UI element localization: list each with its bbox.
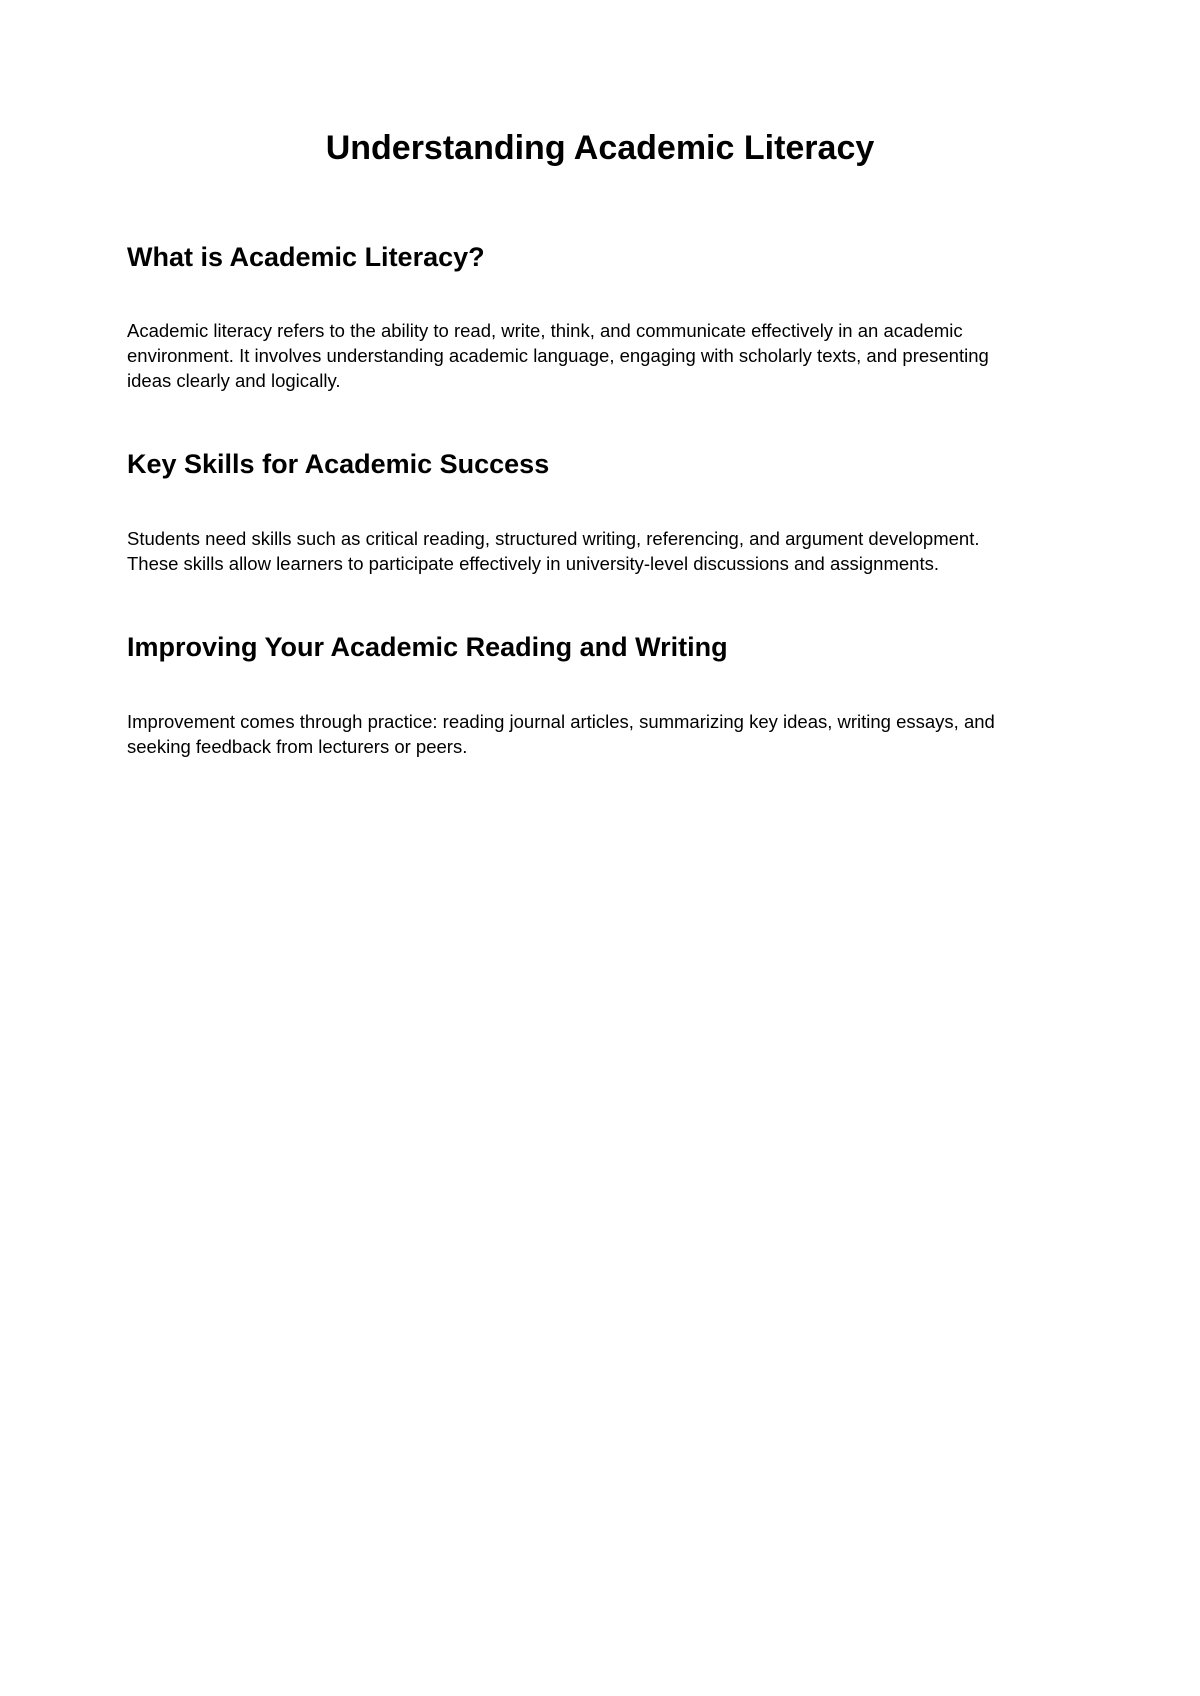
paragraph-line: Improvement comes through practice: reading journal articles, summarizing key ideas, writing essays, and xyxy=(127,711,995,732)
section-heading-what-is-academic-literacy: What is Academic Literacy? xyxy=(127,242,485,272)
paragraph-line: environment. It involves understanding academic language, engaging with scholarly texts, and presenting xyxy=(127,345,989,366)
paragraph-line: seeking feedback from lecturers or peers. xyxy=(127,736,468,757)
section-paragraph-key-skills xyxy=(127,526,1087,576)
section-paragraph-what-is-academic-literacy xyxy=(127,318,1087,393)
paragraph-line: ideas clearly and logically. xyxy=(127,370,341,391)
section-paragraph-improving-reading-writing xyxy=(127,709,1087,759)
section-heading-improving-reading-writing: Improving Your Academic Reading and Writing xyxy=(127,632,728,662)
paragraph-line: Academic literacy refers to the ability to read, write, think, and communicate effectively in an academic xyxy=(127,320,963,341)
document-title: Understanding Academic Literacy xyxy=(325,129,875,167)
section-heading-key-skills: Key Skills for Academic Success xyxy=(127,449,550,479)
paragraph-line: These skills allow learners to participate effectively in university-level discussions and assignments. xyxy=(127,553,939,574)
paragraph-line: Students need skills such as critical reading, structured writing, referencing, and argument development. xyxy=(127,528,980,549)
